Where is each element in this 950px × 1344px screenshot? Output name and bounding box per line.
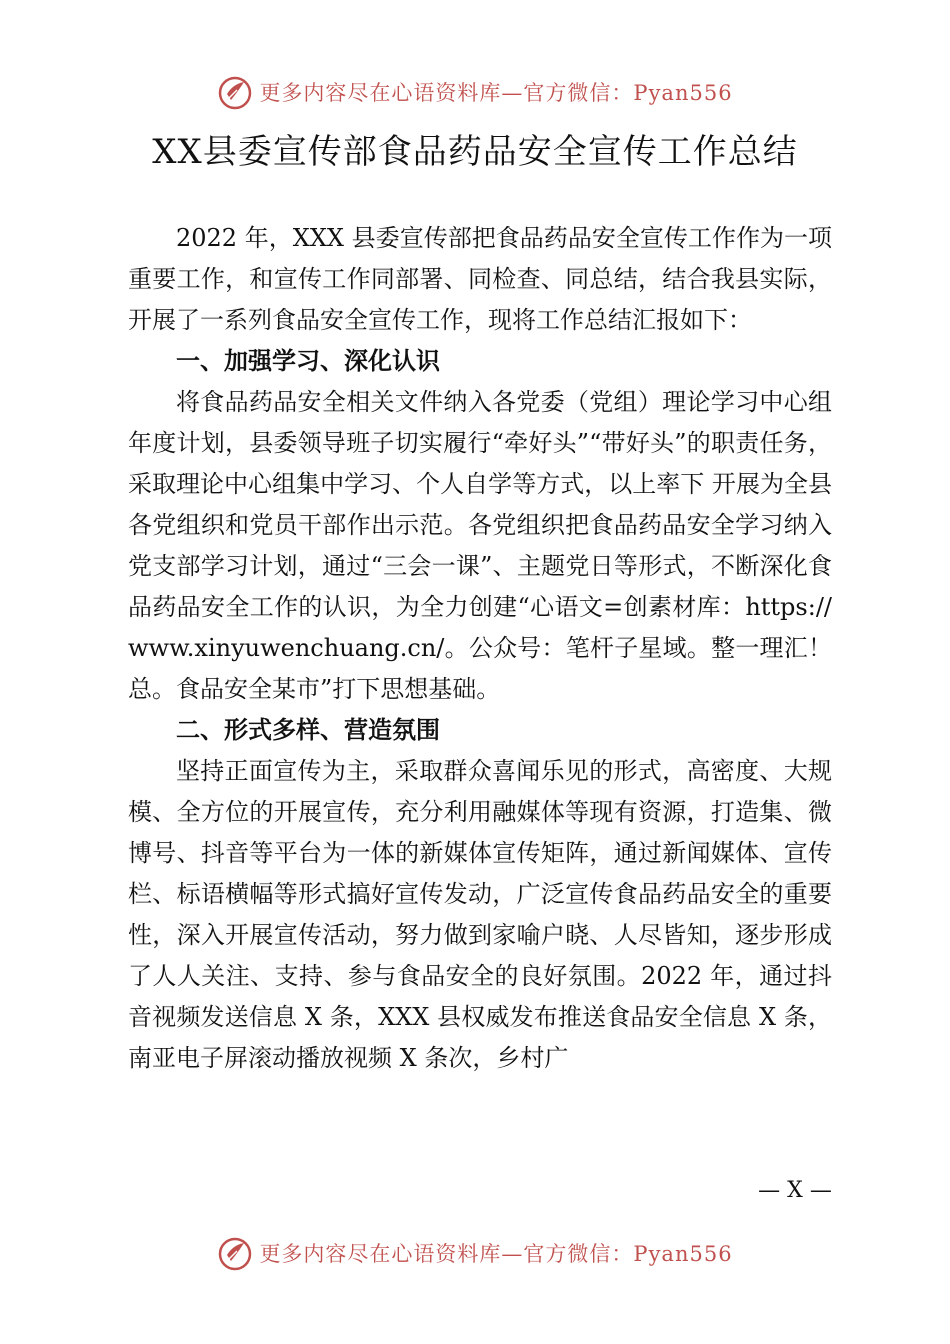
- document-body: [128, 218, 832, 1079]
- section-heading-1: 一、加强学习、深化认识: [176, 347, 440, 375]
- banner-text: 更多内容尽在心语资料库—官方微信：Pyan556: [259, 81, 733, 105]
- banner-text: 更多内容尽在心语资料库—官方微信：Pyan556: [259, 1242, 733, 1266]
- intro-paragraph: 2022 年，XXX 县委宣传部把食品药品安全宣传工作作为一项重要工作，和宣传工作同部署、同检查、同总结，结合我县实际，开展了一系列食品安全宣传工作，现将工作总结汇报如下：: [128, 224, 832, 334]
- section-paragraph-1: 将食品药品安全相关文件纳入各党委（党组）理论学习中心组年度计划，县委领导班子切实履行“牵好头”“带好头”的职责任务，采取理论中心组集中学习、个人自学等方式，以上率下 开展为全县各党组织和党员干部作出示范。各党组织把食品药品安全学习纳入党支部学习计划，通过“三会一课”、主题党日等形式，不断深化食品药品安全工作的认识，为全力创建“心语文=创素材库：https://www.xinyuwenchuang.cn/。公众号：笔杆子星域。整一理汇！总。食品安全某市”打下思想基础。: [128, 388, 832, 703]
- document-title: XX县委宣传部食品药品安全宣传工作总结: [152, 132, 798, 172]
- brand-logo-icon: [217, 1235, 253, 1271]
- footer-watermark-banner: [0, 1233, 950, 1273]
- header-watermark-banner: [0, 72, 950, 112]
- section-paragraph-2: 坚持正面宣传为主，采取群众喜闻乐见的形式，高密度、大规模、全方位的开展宣传，充分利用融媒体等现有资源，打造集、微博号、抖音等平台为一体的新媒体宣传矩阵，通过新闻媒体、宣传栏、标语横幅等形式搞好宣传发动，广泛宣传食品药品安全的重要性，深入开展宣传活动，努力做到家喻户晓、人尽皆知，逐步形成了人人关注、支持、参与食品安全的良好氛围。2022 年，通过抖音视频发送信息 X 条，XXX 县权威发布推送食品安全信息 X 条，南亚电子屏滚动播放视频 X 条次，乡村广: [128, 757, 832, 1072]
- page-number: — X —: [758, 1178, 832, 1203]
- brand-logo-icon: [217, 74, 253, 110]
- section-heading-2: 二、形式多样、营造氛围: [176, 716, 440, 744]
